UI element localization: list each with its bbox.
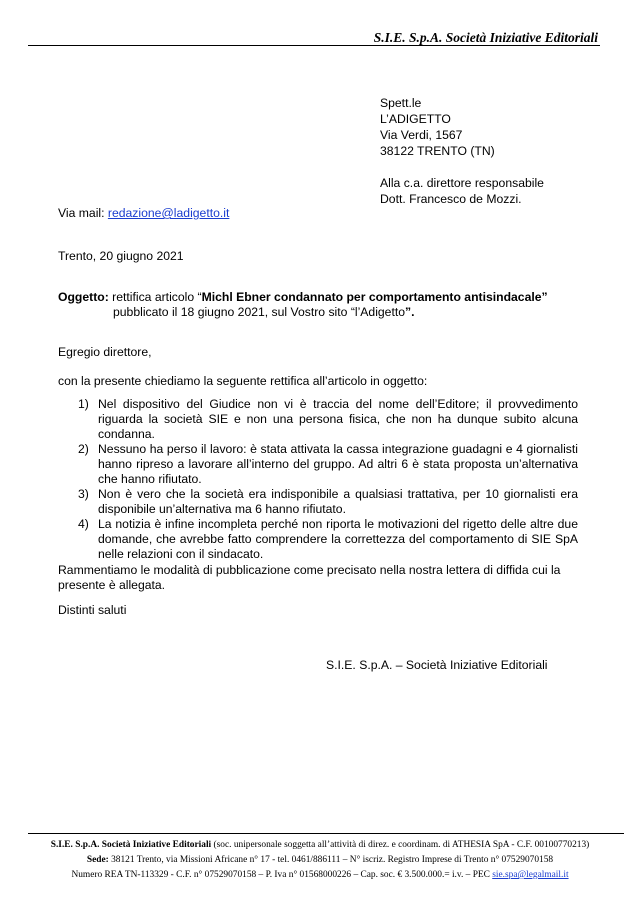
closing: Distinti saluti — [58, 603, 127, 617]
intro-text: con la presente chiediamo la seguente rettifica all’articolo in oggetto: — [58, 374, 428, 388]
rectification-list — [58, 397, 578, 562]
header-divider — [28, 45, 600, 46]
footer — [14, 838, 626, 883]
footer-rea-line: Numero REA TN-113329 - C.F. n° 07529070158 – P. Iva n° 01568000226 – Cap. soc. € 3.500.000.= i.v. – PEC sie.spa@legalmail.it — [71, 870, 569, 880]
footer-sede-line: Sede: 38121 Trento, via Missioni Africane n° 17 - tel. 0461/886111 – N° iscriz. Registro Imprese di Trento n° 07529070158 — [86, 855, 554, 865]
footer-divider — [28, 833, 624, 834]
signature-org: S.I.E. S.p.A. – Società Iniziative Editoriali — [326, 658, 548, 672]
attn-line: Dott. Francesco de Mozzi. — [380, 192, 522, 206]
list-item: 4) La notizia è infine incompleta perché non riporta le motivazioni del rigetto delle altre due domande, che avrebbe fatto comprendere la correttezza del comportamento di SIE SpA nelle relazioni con il sindacato. — [78, 517, 578, 561]
pec-link[interactable]: sie.spa@legalmail.it — [492, 870, 569, 880]
via-mail-label: Via mail: — [58, 206, 105, 220]
email-link[interactable]: redazione@ladigetto.it — [107, 206, 230, 220]
subject-title: Michl Ebner condannato per comportamento antisindacale” — [201, 290, 548, 304]
list-item: 1) Nel dispositivo del Giudice non vi è traccia del nome dell’Editore; il provvedimento riguarda la società SIE e non una persona fisica, che non ha dunque subito alcuna condanna. — [78, 397, 578, 441]
reminder-paragraph: Rammentiamo le modalità di pubblicazione come precisato nella nostra lettera di diffida cui la presente è allegata. — [58, 563, 561, 592]
list-item: 2) Nessuno ha perso il lavoro: è stata attivata la cassa integrazione guadagni e 4 giornalisti hanno ripreso a lavorare all’interno del gruppo. Ad altri 6 è stata proposta un’alternativa che hanno rifiutato. — [78, 442, 578, 486]
list-item: 3) Non è vero che la società era indisponibile a qualsiasi trattativa, per 10 giornalisti era disponibile un’alternativa ma 6 hanno rifiutato. — [78, 487, 578, 516]
addressee-block — [380, 95, 544, 207]
addressee-line: L’ADIGETTO — [380, 112, 451, 126]
letterhead-company: S.I.E. S.p.A. Società Iniziative Editoriali — [373, 30, 598, 45]
addressee-line: 38122 TRENTO (TN) — [380, 144, 495, 158]
attn-line: Alla c.a. direttore responsabile — [380, 176, 544, 190]
subject-line — [58, 290, 548, 305]
addressee-line: Via Verdi, 1567 — [380, 128, 463, 142]
subject-intro: rettifica articolo “ — [112, 290, 202, 304]
subject-label: Oggetto: — [58, 290, 109, 304]
footer-company-line: S.I.E. S.p.A. Società Iniziative Editoriali (soc. unipersonale soggetta all’attività di direz. e coordinam. di ATHESIA SpA - C.F. 00100770213) — [50, 840, 590, 850]
addressee-line: Spett.le — [380, 96, 422, 110]
via-mail-line — [58, 206, 229, 221]
date-line: Trento, 20 giugno 2021 — [58, 249, 184, 263]
subject-line-2: pubblicato il 18 giugno 2021, sul Vostro sito “l’Adigetto”. — [113, 305, 415, 319]
salutation: Egregio direttore, — [58, 345, 152, 359]
